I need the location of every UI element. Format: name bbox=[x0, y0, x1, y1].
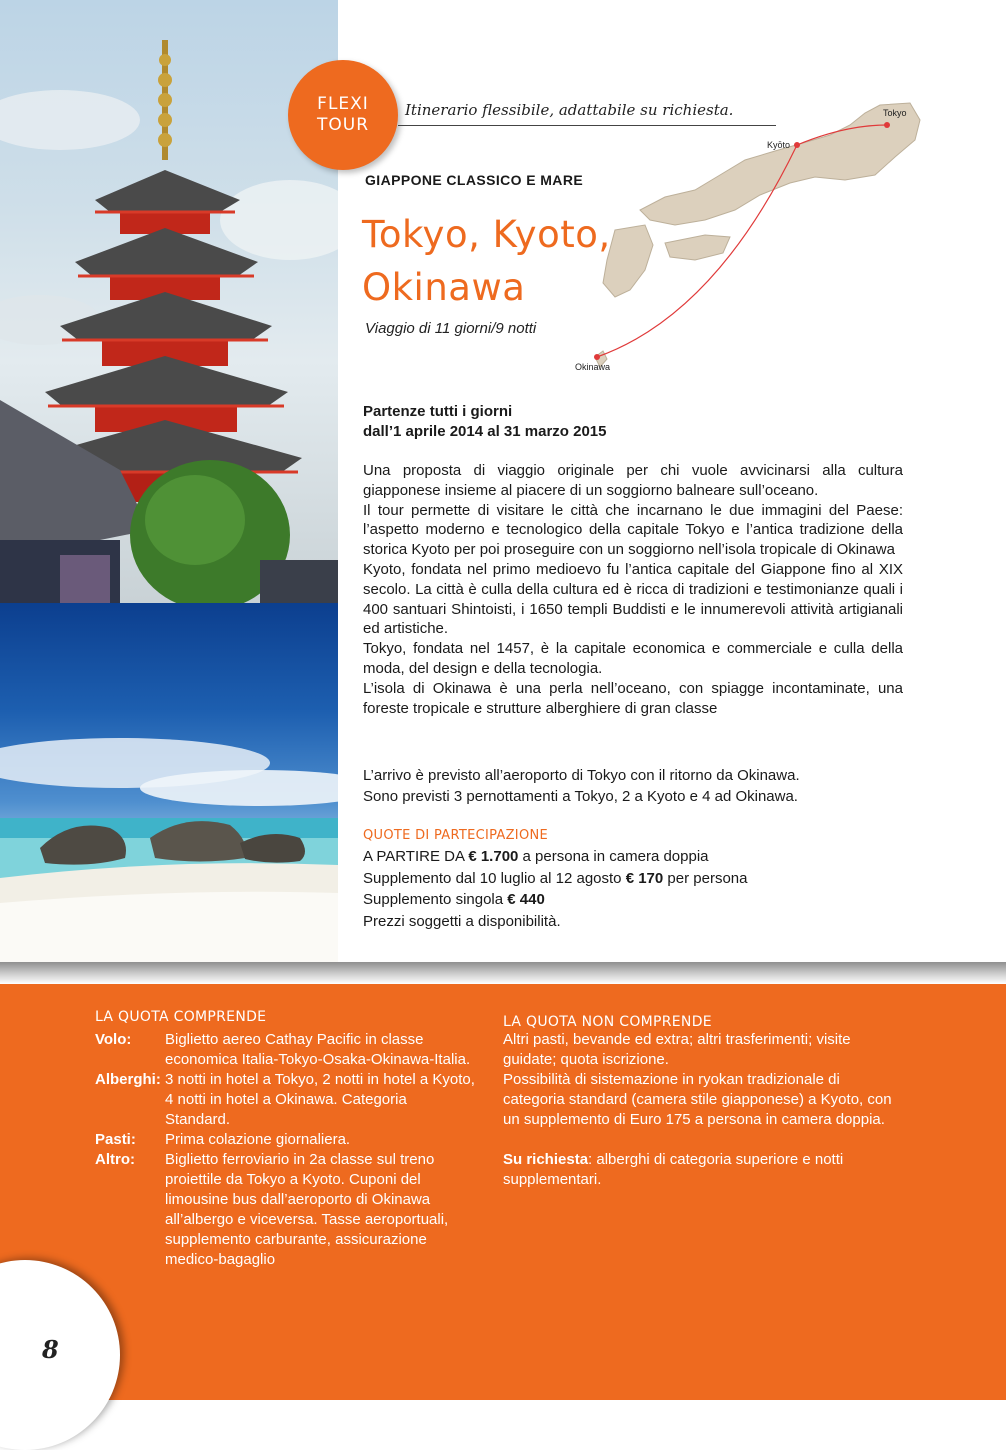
arrival-info bbox=[363, 765, 903, 807]
page-number: 8 bbox=[42, 1335, 59, 1364]
included-row bbox=[95, 1070, 475, 1130]
flexi-badge-line1: FLEXI bbox=[317, 94, 369, 114]
map-label-tokyo: Tokyo bbox=[883, 108, 907, 118]
price-text: per persona bbox=[663, 869, 748, 887]
price-text: A PARTIRE DA bbox=[363, 848, 469, 865]
paragraph-gap bbox=[503, 1130, 893, 1150]
price-line-single bbox=[363, 889, 747, 911]
map-label-kyoto: Kyōto bbox=[767, 140, 791, 150]
included-text: 3 notti in hotel a Tokyo, 2 notti in hotel a Kyoto, 4 notti in hotel a Okinawa. Categoria Standard. bbox=[165, 1071, 475, 1128]
included-text: Biglietto ferroviario in 2a classe sul treno proiettile da Tokyo a Kyoto. Cuponi del limousine bus dall’aeroporto di Okinawa all’albergo e viceversa. Tasse aeroportuali, supplemento carburante, assicurazione medico-bagaglio bbox=[165, 1151, 449, 1268]
price-text: Supplemento singola bbox=[363, 891, 508, 908]
flexi-tour-badge bbox=[288, 60, 398, 170]
description-paragraph: Il tour permette di visitare le città che incarnano le due immagini del Paese: l’aspetto moderno e tecnologico della capitale Tokyo e l’antica tradizione della storica Kyoto per poi proseguire con un soggiorno nell’isola tropicale di Okinawa bbox=[363, 501, 903, 559]
included-label: Pasti: bbox=[95, 1131, 136, 1148]
excluded-on-request bbox=[503, 1150, 893, 1190]
description-paragraph: Tokyo, fondata nel 1457, è la capitale economica e commerciale e culla della moda, del design e della tecnologia. bbox=[363, 640, 903, 677]
price-value: € 170 bbox=[625, 869, 664, 887]
map-label-okinawa: Okinawa bbox=[575, 362, 611, 372]
excluded-list bbox=[503, 1030, 893, 1190]
description-paragraph: L’isola di Okinawa è una perla nell’oceano, con spiagge incontaminate, una foreste tropicale e strutture alberghiere di gran classe bbox=[363, 679, 903, 717]
tour-subtitle: GIAPPONE CLASSICO E MARE bbox=[365, 172, 584, 188]
price-value: € 440 bbox=[507, 891, 545, 908]
beach-photo bbox=[0, 603, 338, 965]
description-paragraph: Kyoto, fondata nel primo medioevo fu l’antica capitale del Giappone fino al XIX secolo. La città è culla della cultura ed è ricca di tradizioni e testimonianze quali i 400 santuari Shintoisti, i 1650 templi Buddisti e le innumerevoli attività artigianali ed artistiche. bbox=[363, 560, 903, 638]
flexi-tagline: Itinerario flessibile, adattabile su richiesta. bbox=[405, 101, 734, 119]
on-request-label: Su richiesta bbox=[503, 1151, 589, 1168]
map-land-honshu bbox=[640, 103, 920, 225]
tour-title-line1: Tokyo, Kyoto, bbox=[362, 213, 611, 256]
price-text: Supplemento dal 10 luglio al 12 agosto bbox=[363, 869, 626, 887]
included-label: Altro: bbox=[95, 1151, 135, 1168]
included-row bbox=[95, 1030, 475, 1070]
panel-shadow bbox=[0, 962, 1006, 984]
description-paragraph: Una proposta di viaggio originale per chi vuole avvicinarsi alla cultura giapponese insieme al piacere di un soggiorno balneare sull’oceano. bbox=[363, 462, 903, 499]
included-label: Alberghi: bbox=[95, 1071, 161, 1088]
departures-info bbox=[363, 402, 607, 442]
price-text: a persona in camera doppia bbox=[518, 848, 709, 865]
price-line-summer bbox=[363, 868, 747, 890]
pagoda-illustration bbox=[0, 0, 338, 603]
map-land-shikoku bbox=[665, 235, 730, 260]
map-dot-okinawa bbox=[594, 354, 600, 360]
included-row bbox=[95, 1130, 475, 1150]
price-value: € 1.700 bbox=[468, 848, 519, 865]
included-text: Biglietto aereo Cathay Pacific in classe economica Italia-Tokyo-Osaka-Okinawa-Italia. bbox=[165, 1031, 471, 1068]
map-dot-kyoto bbox=[794, 142, 800, 148]
included-heading: LA QUOTA COMPRENDE bbox=[95, 1009, 267, 1025]
quotes-heading: QUOTE DI PARTECIPAZIONE bbox=[363, 828, 549, 843]
excluded-paragraph: Altri pasti, bevande ed extra; altri trasferimenti; visite guidate; quota iscrizione. bbox=[503, 1031, 851, 1068]
included-label: Volo: bbox=[95, 1031, 132, 1048]
japan-route-map bbox=[545, 85, 990, 385]
included-list bbox=[95, 1030, 475, 1270]
departures-line2: dall’1 aprile 2014 al 31 marzo 2015 bbox=[363, 423, 607, 440]
excluded-paragraph: Possibilità di sistemazione in ryokan tradizionale di categoria standard (camera stile giapponese) a Kyoto, con un supplemento di Euro 175 a persona in camera doppia. bbox=[503, 1071, 892, 1128]
excluded-heading: LA QUOTA NON COMPRENDE bbox=[503, 1014, 712, 1030]
beach-illustration bbox=[0, 603, 338, 965]
included-row bbox=[95, 1150, 475, 1270]
departures-line1: Partenze tutti i giorni bbox=[363, 403, 513, 420]
price-line-base bbox=[363, 846, 747, 868]
arrival-line1: L’arrivo è previsto all’aeroporto di Tokyo con il ritorno da Okinawa. bbox=[363, 767, 800, 784]
japan-map-graphic bbox=[545, 85, 990, 385]
pagoda-photo bbox=[0, 0, 338, 603]
on-request-text: : alberghi di categoria superiore e notti supplementari. bbox=[503, 1151, 844, 1188]
price-note: Prezzi soggetti a disponibilità. bbox=[363, 912, 561, 930]
tour-duration: Viaggio di 11 giorni/9 notti bbox=[365, 320, 537, 337]
tour-title-line2: Okinawa bbox=[362, 266, 526, 309]
map-dot-tokyo bbox=[884, 122, 890, 128]
tour-description bbox=[363, 461, 903, 718]
price-list bbox=[363, 846, 747, 932]
flexi-badge-line2: TOUR bbox=[316, 115, 370, 135]
included-text: Prima colazione giornaliera. bbox=[165, 1131, 351, 1148]
arrival-line2: Sono previsti 3 pernottamenti a Tokyo, 2 a Kyoto e 4 ad Okinawa. bbox=[363, 788, 798, 805]
map-land-kyushu bbox=[603, 225, 653, 297]
